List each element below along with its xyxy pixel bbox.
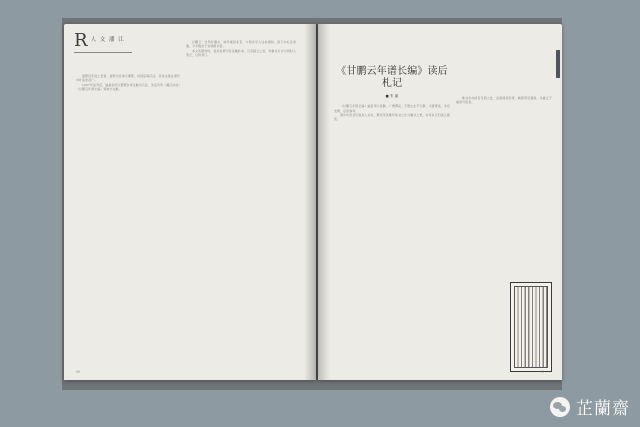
left-page-number: 90 <box>76 370 81 374</box>
article-title: 《甘鹏云年谱长编》读后札记 <box>336 66 448 89</box>
section-header <box>74 32 125 50</box>
article-author: ■ 朱 丽 <box>385 94 399 98</box>
manuscript-image <box>510 282 552 372</box>
watermark <box>550 394 630 419</box>
manuscript-text-lines <box>514 286 548 368</box>
left-paragraph: 康熙四年进士及第，旋即出任地方要职，历经宦海沉浮，其诗文集在清代中叶流布甚广。 <box>76 74 180 83</box>
left-paragraph: 1987年复刊后，编委会仍以整理乡邦文献为己任，先后刊印《潘江诗选》《甘鹏云年谱长编》等地方文献。 <box>76 82 180 92</box>
right-column-2 <box>456 96 552 276</box>
left-paragraph: 甘鹏云一生笃好藏书，晚年寓居北京，与同乡学人往来唱和，留下书札百余通，今多散存于各地图书馆。 <box>186 40 296 49</box>
section-title: 人 文 潘 江 <box>90 37 125 43</box>
watermark-text: 芷蘭齋 <box>576 399 630 419</box>
book-gutter <box>304 24 330 380</box>
section-letter: R <box>74 30 88 51</box>
right-paragraph: 谱中所录甘氏致友人书札，颇可见其晚年读书之乐与藏书之艰，亦可补正旧说之疏误。 <box>334 113 450 122</box>
right-paragraph: 惟书中亦间有可商之处，兹就阅读所得，略陈管见数则，以就正于编者与读者。 <box>456 96 552 105</box>
right-page-number: 91 <box>540 370 545 374</box>
left-column-2 <box>186 40 296 364</box>
section-rule <box>74 52 132 53</box>
wechat-icon <box>550 397 570 417</box>
right-column-1 <box>334 60 450 364</box>
page-tab <box>556 50 560 78</box>
left-paragraph: 本文所据材料，皆采自原刊及家藏抄本，凡有疑义之处，均参以方志与同时人笔记，以资考订。 <box>186 48 296 58</box>
right-paragraph: 《甘鹏云年谱长编》编者用力甚勤，广搜博采，于谱主生平行事、交游著述，多有发明，足资参考。 <box>334 104 450 113</box>
left-column-1 <box>76 74 180 364</box>
